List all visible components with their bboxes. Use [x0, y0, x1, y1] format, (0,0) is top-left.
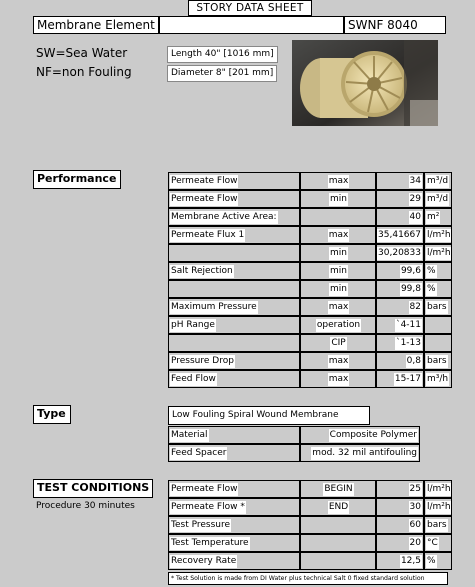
- performance-qualifier-text: max: [328, 301, 349, 312]
- performance-qualifier-text: min: [330, 247, 347, 258]
- performance-unit-text: %: [427, 283, 436, 294]
- model-name: SWNF 8040: [344, 16, 446, 34]
- performance-row-4-value: [376, 226, 424, 244]
- test-value-text: 25: [409, 483, 421, 494]
- performance-value-text: 99,8: [400, 283, 421, 294]
- performance-row-4-label: [168, 226, 300, 244]
- performance-row-3-value: [376, 208, 424, 226]
- test-qualifier-text: BEGIN: [324, 483, 353, 494]
- performance-value-text: 99,6: [400, 265, 421, 276]
- test-row-1-unit: [424, 480, 452, 498]
- performance-row-5-label: [168, 244, 300, 262]
- performance-row-12-label: [168, 370, 300, 388]
- test-label-text: Recovery Rate: [171, 555, 237, 566]
- performance-unit-text: %: [427, 265, 436, 276]
- test-row-4-unit: [424, 534, 452, 552]
- performance-qualifier-text: max: [328, 373, 349, 384]
- test-unit-text: %: [427, 555, 436, 566]
- test-solution-footnote: * Test Solution is made from DI Water plus technical Salt 0 fixed standard solution: [168, 572, 448, 585]
- test-label-text: Test Pressure: [171, 519, 231, 530]
- performance-row-1-unit: [424, 172, 452, 190]
- performance-label-text: Feed Flow: [171, 373, 216, 384]
- test-row-5-unit: [424, 552, 452, 570]
- performance-row-4-qualifier: [300, 226, 376, 244]
- performance-row-10-qualifier: [300, 334, 376, 352]
- performance-row-9-label: [168, 316, 300, 334]
- performance-row-2-qualifier: [300, 190, 376, 208]
- performance-unit-text: m²: [427, 211, 440, 222]
- test-row-4-qualifier: [300, 534, 376, 552]
- test-label-text: Permeate Flow *: [171, 501, 245, 512]
- performance-qualifier-text: operation: [316, 319, 361, 330]
- performance-qualifier-text: max: [328, 229, 349, 240]
- test-row-5-qualifier: [300, 552, 376, 570]
- performance-label-text: Maximum Pressure: [171, 301, 257, 312]
- header-spacer: [159, 16, 344, 34]
- performance-row-11-label: [168, 352, 300, 370]
- test-row-1-qualifier: [300, 480, 376, 498]
- performance-row-10-label: [168, 334, 300, 352]
- performance-row-9-unit: [424, 316, 452, 334]
- test-label-text: Test Temperature: [171, 537, 249, 548]
- performance-value-text: 82: [409, 301, 421, 312]
- test-row-3-qualifier: [300, 516, 376, 534]
- material-value: Composite Polymer: [300, 426, 420, 444]
- performance-label-text: pH Range: [171, 319, 215, 330]
- test-unit-text: bars: [427, 519, 447, 530]
- performance-qualifier-text: min: [330, 265, 347, 276]
- performance-row-12-unit: [424, 370, 452, 388]
- test-row-2-unit: [424, 498, 452, 516]
- performance-value-text: 30,20833: [378, 247, 421, 258]
- performance-value-text: `1-13: [396, 337, 421, 348]
- performance-value-text: 0,8: [406, 355, 421, 366]
- performance-unit-text: m³/h: [427, 373, 449, 384]
- test-conditions-heading: TEST CONDITIONS: [33, 479, 153, 498]
- material-label: Material: [168, 426, 300, 444]
- test-row-3-unit: [424, 516, 452, 534]
- performance-label-text: Pressure Drop: [171, 355, 234, 366]
- test-value-text: 20: [409, 537, 421, 548]
- diameter-spec: Diameter 8" [201 mm]: [167, 65, 277, 82]
- feed-spacer-value: mod. 32 mil antifouling: [300, 444, 420, 462]
- performance-qualifier-text: CIP: [331, 337, 346, 348]
- page-title: STORY DATA SHEET: [188, 0, 312, 16]
- performance-value-text: 29: [409, 193, 421, 204]
- performance-row-12-value: [376, 370, 424, 388]
- test-unit-text: l/m²h: [427, 501, 451, 512]
- test-procedure: Procedure 30 minutes: [36, 501, 135, 511]
- test-row-2-label: [168, 498, 300, 516]
- performance-unit-text: bars: [427, 355, 447, 366]
- test-row-5-label: [168, 552, 300, 570]
- performance-label-text: Permeate Flow: [171, 175, 238, 186]
- performance-unit-text: m³/d: [427, 193, 449, 204]
- performance-row-1-label: [168, 172, 300, 190]
- performance-row-2-label: [168, 190, 300, 208]
- test-row-3-label: [168, 516, 300, 534]
- performance-unit-text: l/m²h: [427, 247, 451, 258]
- performance-row-5-unit: [424, 244, 452, 262]
- performance-label-text: Salt Rejection: [171, 265, 233, 276]
- performance-row-8-label: [168, 298, 300, 316]
- test-row-1-value: [376, 480, 424, 498]
- performance-label-text: Permeate Flux 1: [171, 229, 245, 240]
- performance-row-10-unit: [424, 334, 452, 352]
- performance-row-11-value: [376, 352, 424, 370]
- performance-row-11-qualifier: [300, 352, 376, 370]
- performance-row-8-value: [376, 298, 424, 316]
- performance-value-text: 34: [409, 175, 421, 186]
- membrane-element-label: Membrane Element: [33, 16, 159, 34]
- performance-row-9-qualifier: [300, 316, 376, 334]
- test-row-5-value: [376, 552, 424, 570]
- membrane-photo-icon: [292, 40, 438, 126]
- performance-row-1-qualifier: [300, 172, 376, 190]
- performance-unit-text: bars: [427, 301, 447, 312]
- membrane-type-description: Low Fouling Spiral Wound Membrane: [168, 406, 370, 425]
- performance-label-text: Membrane Active Area:: [171, 211, 277, 222]
- performance-row-10-value: [376, 334, 424, 352]
- performance-row-4-unit: [424, 226, 452, 244]
- test-row-4-label: [168, 534, 300, 552]
- performance-qualifier-text: max: [328, 175, 349, 186]
- abbrev-nf: NF=non Fouling: [36, 65, 132, 79]
- performance-value-text: 35,41667: [378, 229, 421, 240]
- performance-unit-text: m³/d: [427, 175, 449, 186]
- membrane-element-photo: [292, 40, 438, 126]
- performance-row-7-qualifier: [300, 280, 376, 298]
- type-heading: Type: [33, 405, 71, 424]
- length-spec: Length 40" [1016 mm]: [167, 46, 278, 63]
- performance-row-3-unit: [424, 208, 452, 226]
- test-row-2-value: [376, 498, 424, 516]
- test-value-text: 30: [409, 501, 421, 512]
- performance-row-8-unit: [424, 298, 452, 316]
- performance-row-11-unit: [424, 352, 452, 370]
- test-value-text: 60: [409, 519, 421, 530]
- performance-row-6-value: [376, 262, 424, 280]
- performance-row-8-qualifier: [300, 298, 376, 316]
- performance-qualifier-text: min: [330, 193, 347, 204]
- performance-value-text: `4-11: [396, 319, 421, 330]
- test-row-3-value: [376, 516, 424, 534]
- feed-spacer-label: Feed Spacer: [168, 444, 300, 462]
- performance-row-3-label: [168, 208, 300, 226]
- test-row-2-qualifier: [300, 498, 376, 516]
- performance-row-2-value: [376, 190, 424, 208]
- performance-row-2-unit: [424, 190, 452, 208]
- performance-qualifier-text: max: [328, 355, 349, 366]
- test-unit-text: l/m²h: [427, 483, 451, 494]
- performance-unit-text: l/m²h: [427, 229, 451, 240]
- performance-row-7-label: [168, 280, 300, 298]
- performance-heading: Performance: [33, 170, 121, 189]
- performance-row-5-value: [376, 244, 424, 262]
- performance-value-text: 15-17: [394, 373, 421, 384]
- performance-row-1-value: [376, 172, 424, 190]
- test-qualifier-text: END: [328, 501, 349, 512]
- performance-label-text: Permeate Flow: [171, 193, 238, 204]
- performance-row-6-label: [168, 262, 300, 280]
- performance-row-7-value: [376, 280, 424, 298]
- performance-row-7-unit: [424, 280, 452, 298]
- test-row-4-value: [376, 534, 424, 552]
- performance-row-3-qualifier: [300, 208, 376, 226]
- performance-row-12-qualifier: [300, 370, 376, 388]
- performance-row-9-value: [376, 316, 424, 334]
- performance-value-text: 40: [409, 211, 421, 222]
- abbrev-sw: SW=Sea Water: [36, 46, 128, 60]
- test-unit-text: °C: [427, 537, 438, 548]
- test-value-text: 12,5: [400, 555, 421, 566]
- performance-row-5-qualifier: [300, 244, 376, 262]
- test-label-text: Permeate Flow: [171, 483, 238, 494]
- performance-row-6-qualifier: [300, 262, 376, 280]
- test-row-1-label: [168, 480, 300, 498]
- performance-qualifier-text: min: [330, 283, 347, 294]
- performance-row-6-unit: [424, 262, 452, 280]
